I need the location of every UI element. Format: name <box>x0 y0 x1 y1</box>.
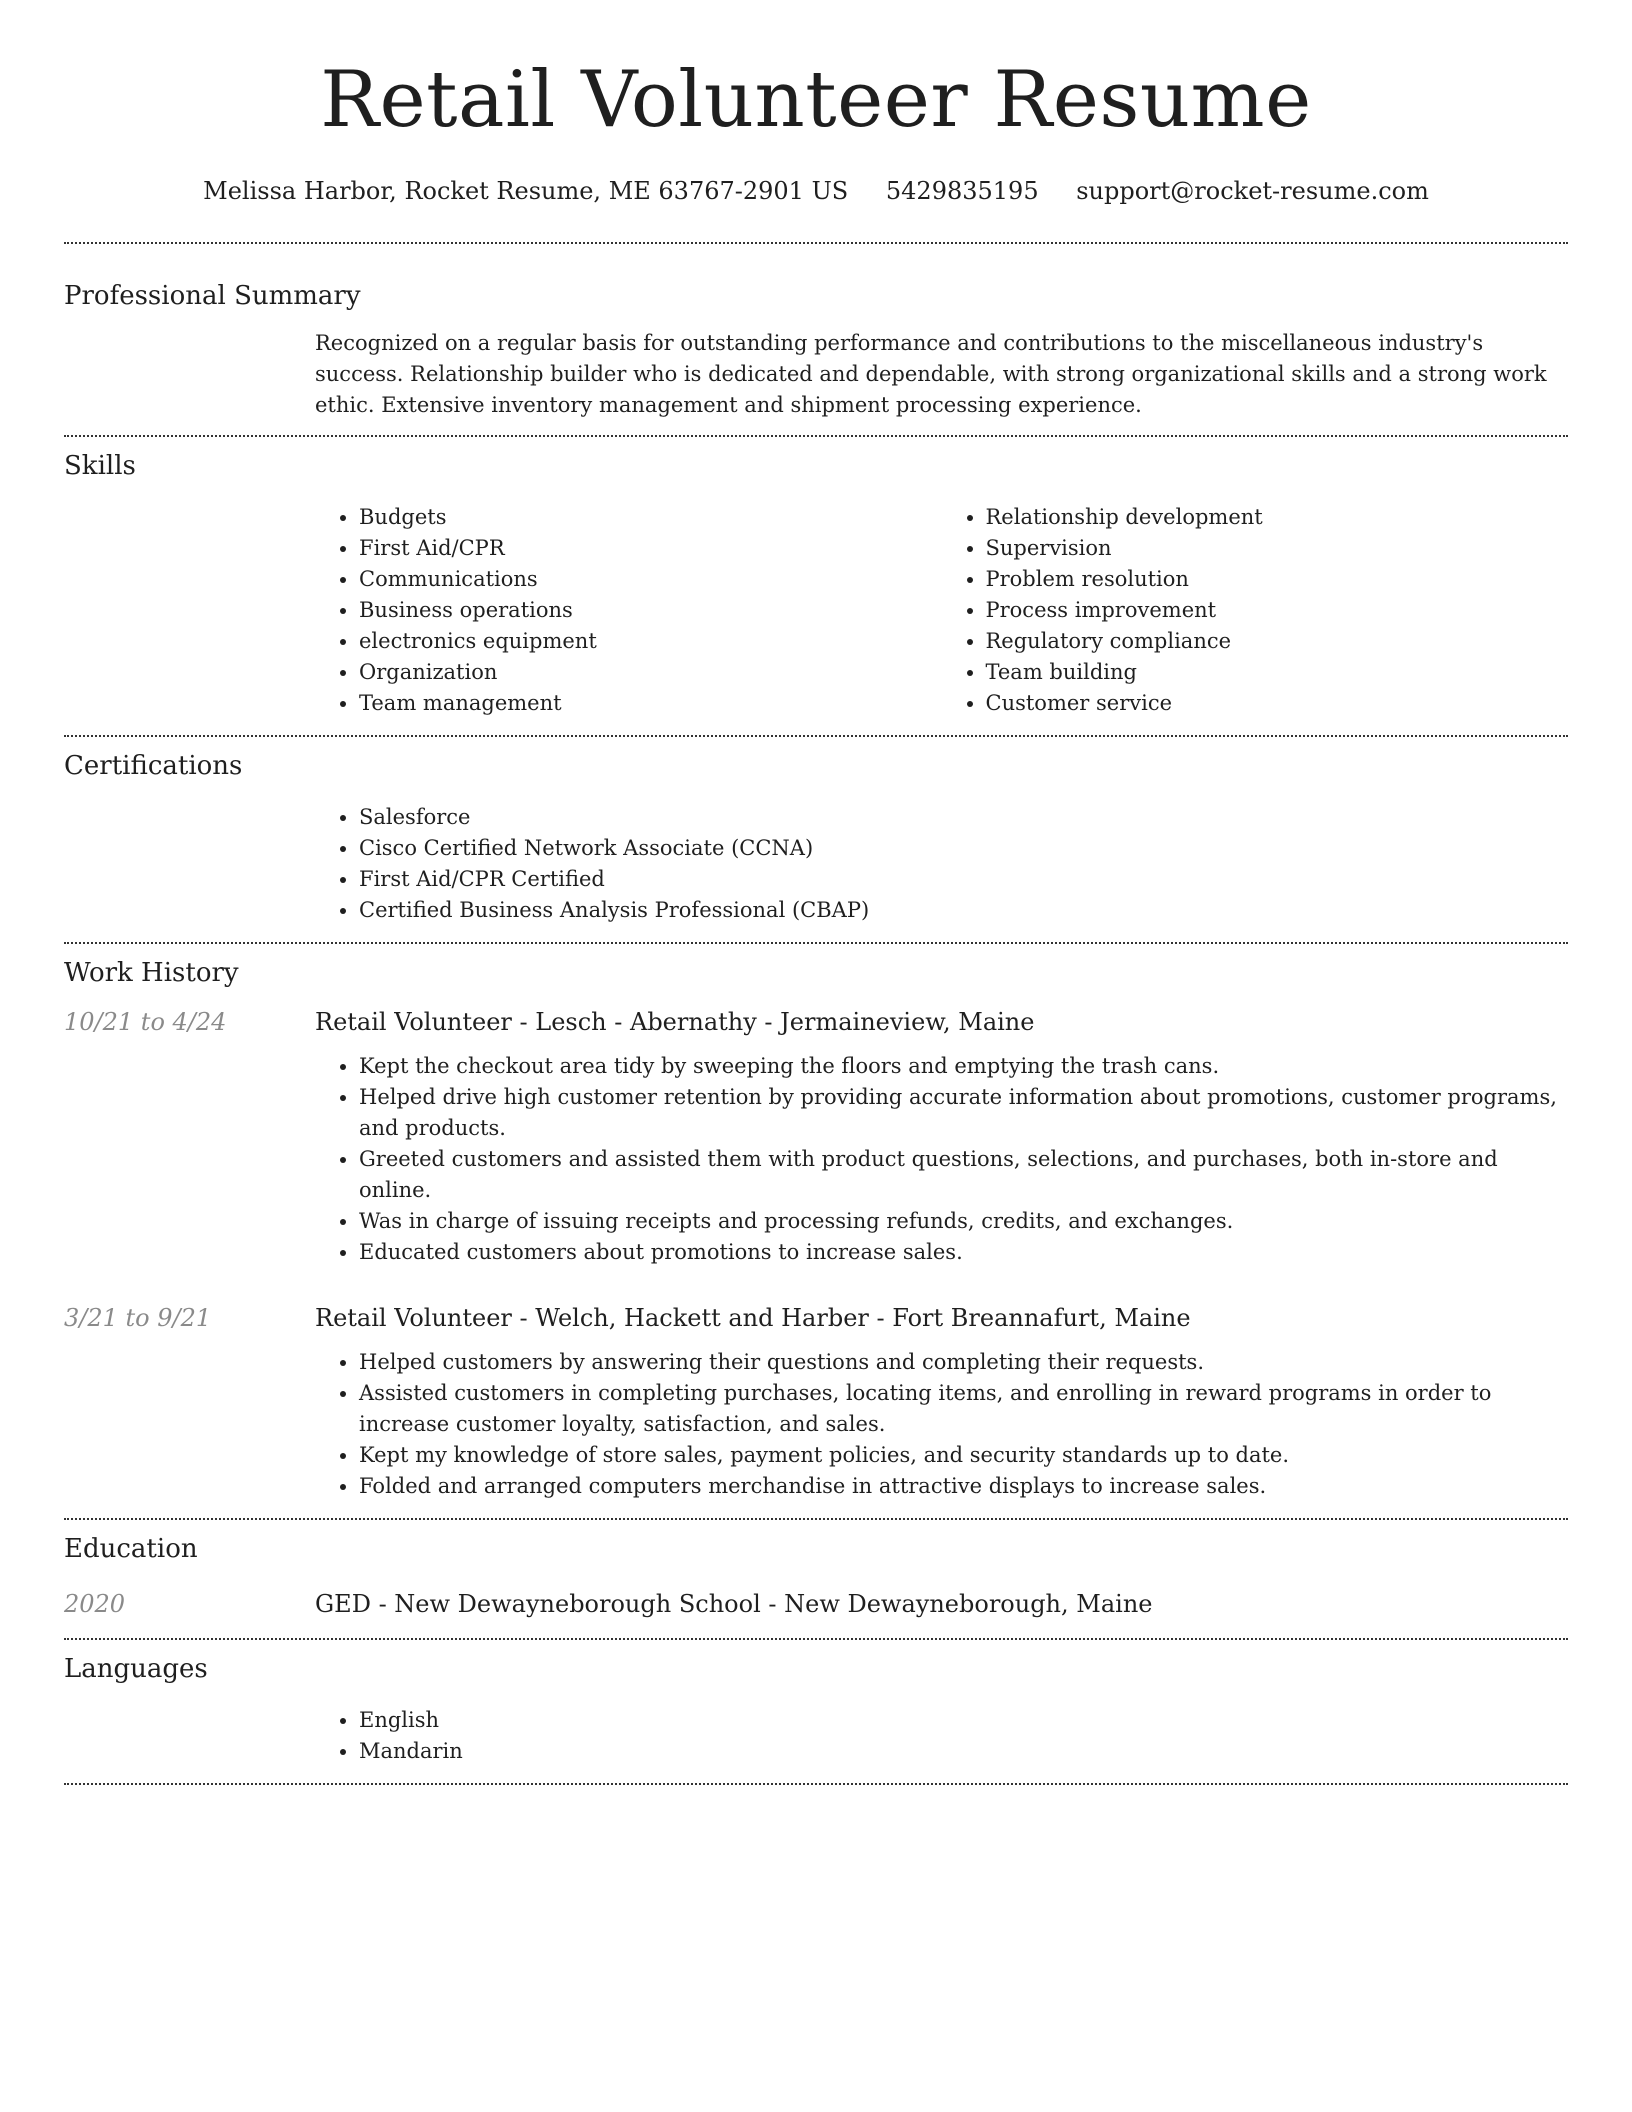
job-details <box>315 1347 1568 1502</box>
section-heading-skills: Skills <box>64 451 136 481</box>
contact-line <box>64 176 1568 206</box>
job-dates: 3/21 to 9/21 <box>64 1304 212 1332</box>
list-item: • First Aid/CPR Certified <box>359 864 1568 895</box>
list-item: • Greeted customers and assisted them with product questions, selections, and purchases, both in-store and online. <box>359 1144 1568 1206</box>
list-item: • Budgets <box>359 502 942 533</box>
skills-list-left <box>315 502 942 719</box>
list-item: • Business operations <box>359 595 942 626</box>
certifications-section <box>64 737 1568 942</box>
certifications-content <box>315 802 1568 926</box>
list-item: • Team building <box>986 657 1569 688</box>
languages-section <box>64 1640 1568 1783</box>
resume-title: Retail Volunteer Resume <box>320 55 1312 145</box>
skills-section <box>64 437 1568 735</box>
work-history-section <box>64 944 1568 1518</box>
job-dates: 10/21 to 4/24 <box>64 1008 227 1036</box>
section-heading-languages: Languages <box>64 1654 208 1684</box>
certifications-list <box>315 802 1568 926</box>
education-entry <box>64 1588 1568 1620</box>
list-item: • Was in charge of issuing receipts and processing refunds, credits, and exchanges. <box>359 1206 1568 1237</box>
list-item: • Kept the checkout area tidy by sweeping the floors and emptying the trash cans. <box>359 1051 1568 1082</box>
list-item: • Helped customers by answering their questions and completing their requests. <box>359 1347 1568 1378</box>
job-entry <box>64 1302 1568 1502</box>
list-item: • Kept my knowledge of store sales, payment policies, and security standards up to date. <box>359 1440 1568 1471</box>
list-item: • electronics equipment <box>359 626 942 657</box>
list-item: • Certified Business Analysis Professional (CBAP) <box>359 895 1568 926</box>
section-heading-summary: Professional Summary <box>64 281 361 311</box>
summary-text: Recognized on a regular basis for outstanding performance and contributions to the miscellaneous industry's success. Relationship builder who is dedicated and dependable, with strong organizational skills and a strong work ethic. Extensive inventory management and shipment processing experience. <box>315 331 1547 417</box>
list-item: • Communications <box>359 564 942 595</box>
list-item: • First Aid/CPR <box>359 533 942 564</box>
skills-columns <box>315 502 1568 719</box>
list-item: • Helped drive high customer retention by providing accurate information about promotions, customer programs, and products. <box>359 1082 1568 1144</box>
list-item: • Process improvement <box>986 595 1569 626</box>
list-item: • Cisco Certified Network Associate (CCNA) <box>359 833 1568 864</box>
list-item: • Relationship development <box>986 502 1569 533</box>
list-item: • Organization <box>359 657 942 688</box>
list-item: • Salesforce <box>359 802 1568 833</box>
divider <box>64 1783 1568 1785</box>
education-degree: GED - New Dewayneborough School - New Dewayneborough, Maine <box>315 1590 1153 1618</box>
job-header <box>64 1302 1568 1334</box>
contact-phone: 5429835195 <box>885 177 1039 205</box>
job-bullets <box>315 1347 1568 1502</box>
job-title: Retail Volunteer - Welch, Hackett and Harber - Fort Breannafurt, Maine <box>315 1304 1191 1332</box>
section-heading-certifications: Certifications <box>64 751 243 781</box>
contact-address: Melissa Harbor, Rocket Resume, ME 63767-2901 US <box>203 177 849 205</box>
languages-content <box>315 1705 1568 1767</box>
job-entry <box>64 1006 1568 1268</box>
list-item: • Problem resolution <box>986 564 1569 595</box>
education-year: 2020 <box>64 1590 126 1618</box>
job-title: Retail Volunteer - Lesch - Abernathy - Jermaineview, Maine <box>315 1008 1035 1036</box>
summary-section <box>64 244 1568 435</box>
list-item: • Folded and arranged computers merchandise in attractive displays to increase sales. <box>359 1471 1568 1502</box>
list-item: • Educated customers about promotions to increase sales. <box>359 1237 1568 1268</box>
list-item: • Mandarin <box>359 1736 1568 1767</box>
section-heading-education: Education <box>64 1534 198 1564</box>
languages-list <box>315 1705 1568 1767</box>
education-section <box>64 1520 1568 1638</box>
list-item: • Customer service <box>986 688 1569 719</box>
contact-email: support@rocket-resume.com <box>1076 177 1429 205</box>
list-item: • Supervision <box>986 533 1569 564</box>
list-item: • Assisted customers in completing purchases, locating items, and enrolling in reward programs in order to increase customer loyalty, satisfaction, and sales. <box>359 1378 1568 1440</box>
job-header <box>64 1006 1568 1038</box>
list-item: • Regulatory compliance <box>986 626 1569 657</box>
job-details <box>315 1051 1568 1268</box>
section-heading-work-history: Work History <box>64 958 239 988</box>
list-item: • English <box>359 1705 1568 1736</box>
job-bullets <box>315 1051 1568 1268</box>
list-item: • Team management <box>359 688 942 719</box>
skills-list-right <box>942 502 1569 719</box>
